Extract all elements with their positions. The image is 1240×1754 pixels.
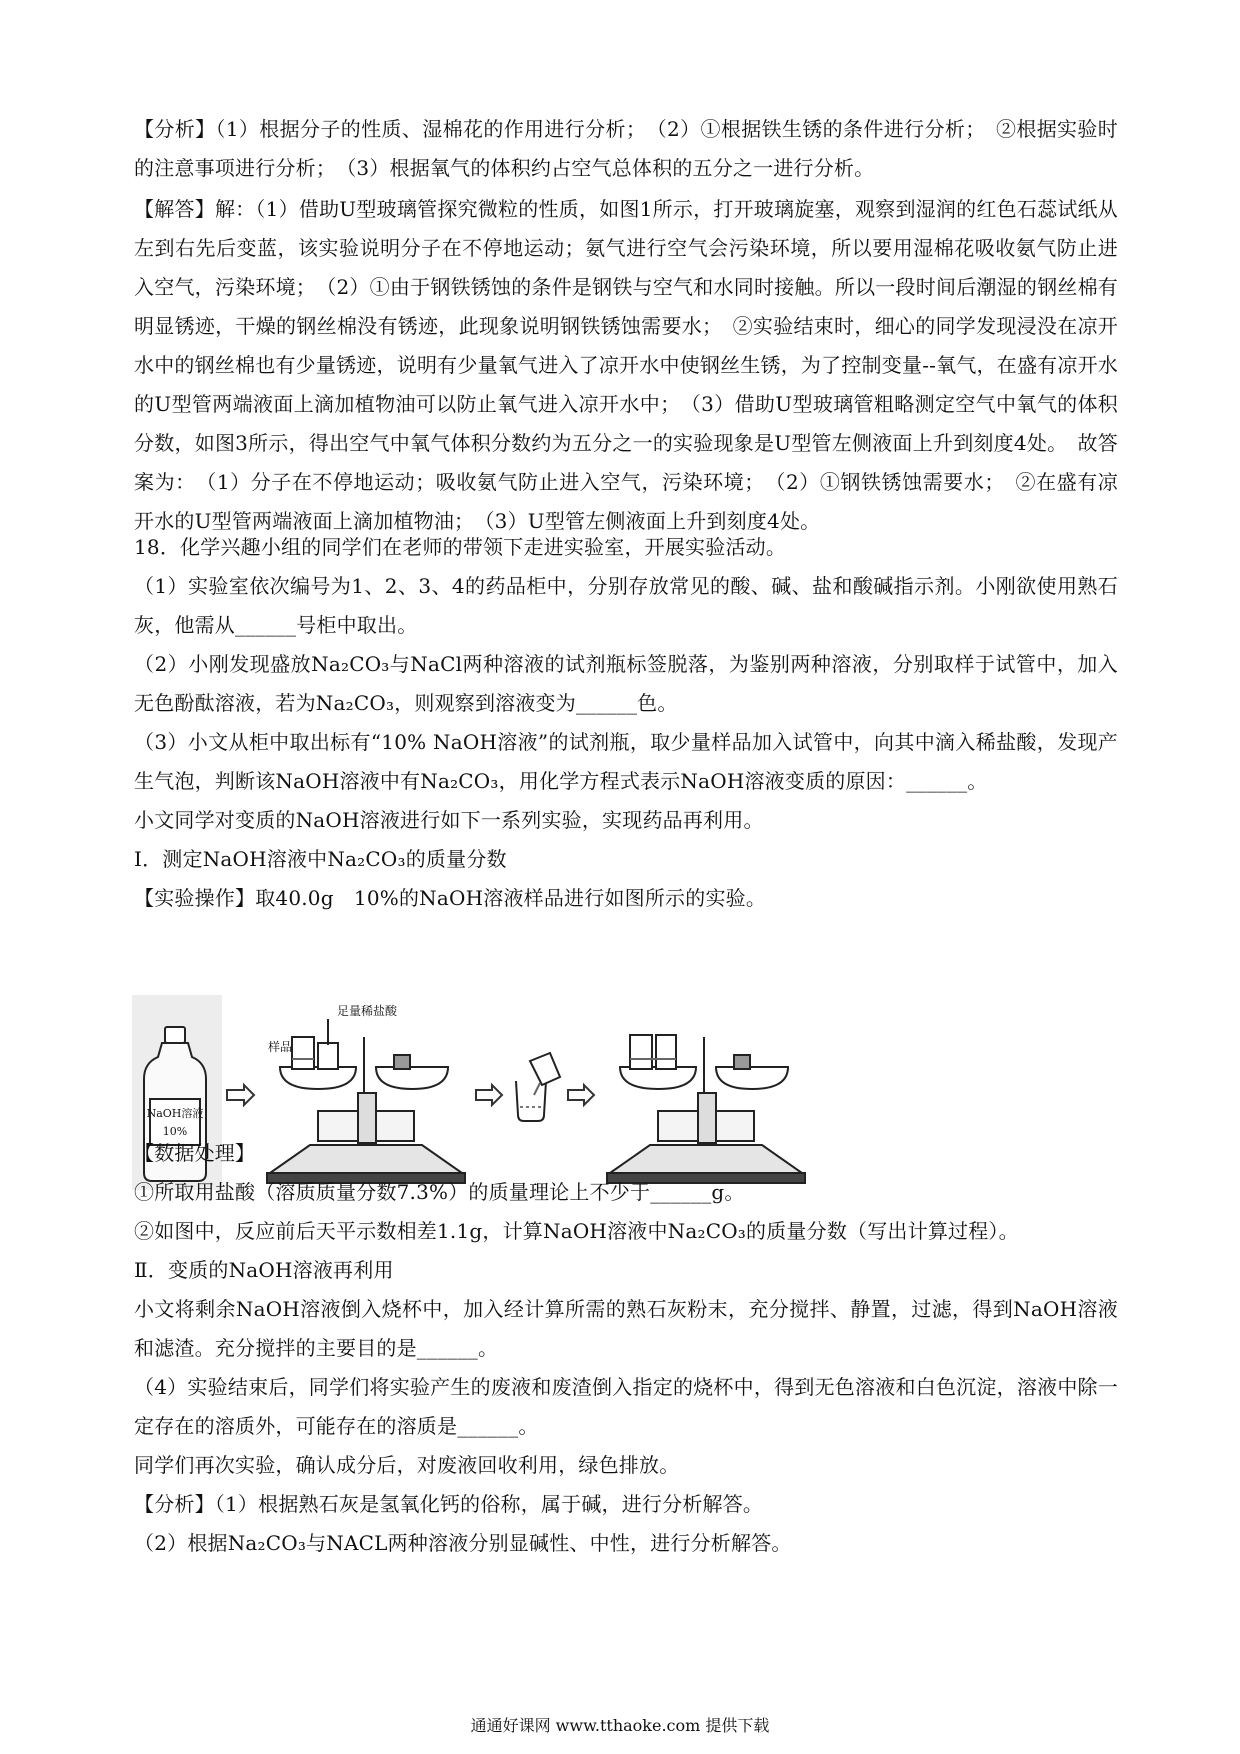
question-18-part-3-followup: 小文同学对变质的NaOH溶液进行如下一系列实验，实现药品再利用。 — [134, 808, 764, 832]
question-18-part-4: （4）实验结束后，同学们将实验产生的废液和废渣倒入指定的烧杯中，得到无色溶液和白色沉淀，溶液中除一定存在的溶质外，可能存在的溶质是______。 — [134, 1375, 1118, 1438]
section-1-title: Ⅰ．测定NaOH溶液中Na₂CO₃的质量分数 — [134, 847, 507, 871]
arrow-icon — [568, 1085, 594, 1105]
answer-paragraph: 【解答】解：（1）借助U型玻璃管探究微粒的性质，如图1所示，打开玻璃旋塞，观察到湿润的红色石蕊试纸从左到右先后变蓝，该实验说明分子在不停地运动；氨气进行空气会污染环境，所以要用湿棉花吸收氨气防止进入空气，污染环境； （2）①由于钢铁锈蚀的条件是钢铁与空气和水同时接触。所以一段时间后潮湿的钢丝棉有明显锈迹，干燥的钢丝棉没有锈迹，此现象说明钢铁锈蚀需要水； ②实验结束时，细心的同学发现浸没在凉开水中的钢丝棉也有少量锈迹，说明有少量氧气进入了凉开水中使钢丝生锈，为了控制变量--氧气，在盛有凉开水的U型管两端液面上滴加植物油可以防止氧气进入凉开水中； （3）借助U型玻璃管粗略测定空气中氧气的体积分数，如图3所示，得出空气中氧气体积分数约为五分之一的实验现象是U型管左侧液面上升到刻度4处。 故答案为： （1）分子在不停地运动；吸收氨气防止进入空气，污染环境； （2）①钢铁锈蚀需要水； ②在盛有凉开水的U型管两端液面上滴加植物油； （3）U型管左侧液面上升到刻度4处。 — [134, 197, 1118, 533]
bottle-label-concentration: 10% — [162, 1125, 188, 1138]
analysis-paragraph: 【分析】（1）根据分子的性质、湿棉花的作用进行分析； （2）①根据铁生锈的条件进行分析； ②根据实验时的注意事项进行分析； （3）根据氧气的体积约占空气总体积的五分之一进行分析。 — [134, 117, 1118, 180]
pouring-beakers-icon — [516, 1053, 560, 1121]
question-18-part-2: （2）小刚发现盛放Na₂CO₃与NaCl两种溶液的试剂瓶标签脱落，为鉴别两种溶液，分别取样于试管中，加入无色酚酞溶液，若为Na₂CO₃，则观察到溶液变为______色。 — [134, 652, 1118, 715]
data-item-2: ②如图中，反应前后天平示数相差1.1g，计算NaOH溶液中Na₂CO₃的质量分数（写出计算过程）。 — [134, 1219, 1019, 1243]
data-processing-title: 【数据处理】 — [134, 1141, 256, 1165]
section-2-text: 小文将剩余NaOH溶液倒入烧杯中，加入经计算所需的熟石灰粉末，充分搅拌、静置，过滤，得到NaOH溶液和滤渣。充分搅拌的主要目的是______。 — [134, 1297, 1118, 1360]
page-footer: 通通好课网 www.tthaoke.com 提供下载 — [470, 1716, 770, 1735]
data-item-1: ①所取用盐酸（溶质质量分数7.3%）的质量理论上不少于______g。 — [134, 1180, 745, 1204]
question-18-intro: 18．化学兴趣小组的同学们在老师的带领下走进实验室，开展实验活动。 — [134, 535, 787, 559]
arrow-icon — [227, 1085, 254, 1105]
analysis-2-line-1: 【分析】（1）根据熟石灰是氢氧化钙的俗称，属于碱，进行分析解答。 — [134, 1492, 764, 1516]
bottle-label-name: NaOH溶液 — [146, 1107, 204, 1120]
arrow-icon — [476, 1085, 502, 1105]
section-2-title: Ⅱ．变质的NaOH溶液再利用 — [134, 1258, 394, 1282]
question-18-part-1: （1）实验室依次编号为1、2、3、4的药品柜中，分别存放常见的酸、碱、盐和酸碱指示剂。小刚欲使用熟石灰，他需从______号柜中取出。 — [134, 574, 1118, 637]
question-18-part-3: （3）小文从柜中取出标有“10% NaOH溶液”的试剂瓶，取少量样品加入试管中，向其中滴入稀盐酸，发现产生气泡，判断该NaOH溶液中有Na₂CO₃，用化学方程式表示NaOH溶液变质的原因：______。 — [134, 730, 1118, 793]
experiment-operation: 【实验操作】取40.0g 10%的NaOH溶液样品进行如图所示的实验。 — [134, 886, 767, 910]
sample-label: 样品 — [268, 1040, 293, 1054]
question-18-part-4-followup: 同学们再次实验，确认成分后，对废液回收利用，绿色排放。 — [134, 1453, 680, 1477]
analysis-2-line-2: （2）根据Na₂CO₃与NACL两种溶液分别显碱性、中性，进行分析解答。 — [134, 1531, 792, 1555]
acid-label: 足量稀盐酸 — [337, 1004, 398, 1018]
